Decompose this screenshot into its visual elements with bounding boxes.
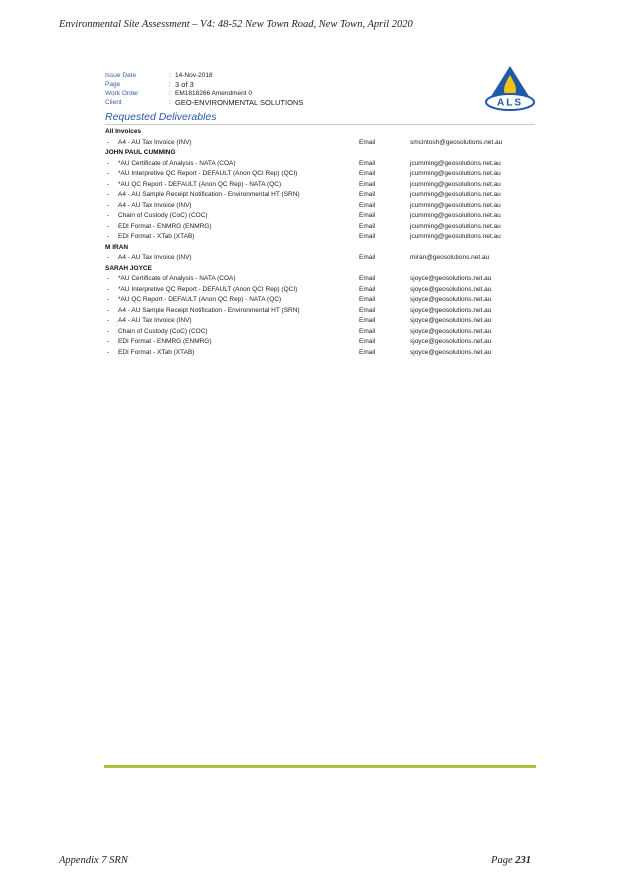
deliverable-name: *AU Certificate of Analysis - NATA (COA) — [118, 159, 236, 167]
recipient-email: jcumming@geosolutions.net.au — [410, 159, 501, 167]
section-title: Requested Deliverables — [105, 111, 217, 123]
recipient-email: jcumming@geosolutions.net.au — [410, 222, 501, 230]
delivery-method: Email — [359, 191, 376, 198]
recipient-email: sjoyce@geosolutions.net.au — [410, 306, 492, 314]
deliverable-row — [105, 274, 535, 285]
bottom-rule — [104, 765, 536, 768]
delivery-method: Email — [359, 254, 376, 261]
field-separator: : — [169, 99, 171, 106]
delivery-method: Email — [359, 212, 376, 219]
recipient-email: miran@geosolutions.net.au — [410, 254, 490, 261]
field-label: Client — [105, 99, 122, 106]
work-order-row — [105, 89, 303, 98]
deliverable-name: A4 - AU Tax Invoice (INV) — [118, 138, 192, 146]
deliverable-name: *AU Interpretive QC Report - DEFAULT (Anon QCI Rep) (QCI) — [118, 170, 298, 177]
deliverable-row — [105, 190, 535, 201]
deliverable-name: A4 - AU Sample Receipt Notification - Environmental HT (SRN) — [118, 306, 300, 314]
delivery-method: Email — [359, 296, 376, 303]
deliverable-description: - A4 - AU Tax Invoice (INV) — [107, 201, 192, 209]
deliverable-row — [105, 253, 535, 264]
field-separator: : — [169, 72, 171, 79]
deliverable-description: - EDI Format - XTab (XTAB) — [107, 233, 195, 240]
deliverable-name: Chain of Custody (CoC) (COC) — [118, 212, 208, 219]
delivery-method: Email — [359, 317, 376, 324]
deliverable-name: EDI Format - XTab (XTAB) — [118, 233, 195, 240]
recipient-email: jcumming@geosolutions.net.au — [410, 180, 501, 188]
recipient-email: sjoyce@geosolutions.net.au — [410, 348, 492, 356]
deliverable-description: - Chain of Custody (CoC) (COC) — [107, 212, 208, 219]
field-value: EM1818266 Amendment 0 — [175, 90, 252, 97]
recipient-email: sjoyce@geosolutions.net.au — [410, 275, 492, 282]
deliverable-name: EDI Format - ENMRG (ENMRG) — [118, 222, 212, 230]
recipient-email: smcintosh@geosolutions.net.au — [410, 138, 503, 146]
recipient-email: sjoyce@geosolutions.net.au — [410, 317, 492, 324]
delivery-method: Email — [359, 138, 376, 146]
deliverable-description: - A4 - AU Tax Invoice (INV) — [107, 138, 192, 146]
delivery-method: Email — [359, 222, 376, 230]
delivery-method: Email — [359, 327, 376, 335]
group-heading: SARAH JOYCE — [105, 264, 152, 272]
deliverable-name: *AU QC Report - DEFAULT (Anon QC Rep) - NATA (QC) — [118, 296, 282, 303]
footer-page-label: Page — [491, 855, 513, 866]
deliverable-row — [105, 285, 535, 296]
deliverable-row — [105, 211, 535, 222]
recipient-email: sjoyce@geosolutions.net.au — [410, 296, 492, 303]
deliverable-description: - *AU QC Report - DEFAULT (Anon QC Rep) - NATA (QC) — [107, 180, 282, 188]
deliverable-name: *AU QC Report - DEFAULT (Anon QC Rep) - NATA (QC) — [118, 180, 282, 188]
deliverable-row — [105, 348, 535, 359]
deliverable-row — [105, 138, 535, 149]
deliverable-name: A4 - AU Sample Receipt Notification - Environmental HT (SRN) — [118, 191, 300, 198]
report-header-fields — [105, 71, 303, 107]
deliverable-row — [105, 337, 535, 348]
deliverable-row — [105, 316, 535, 327]
group-heading: M IRAN — [105, 243, 129, 251]
delivery-method: Email — [359, 159, 376, 167]
delivery-method: Email — [359, 348, 376, 356]
deliverable-description: - *AU Certificate of Analysis - NATA (COA) — [107, 159, 236, 167]
deliverable-description: - EDI Format - ENMRG (ENMRG) — [107, 222, 212, 230]
deliverable-name: *AU Interpretive QC Report - DEFAULT (Anon QCI Rep) (QCI) — [118, 285, 298, 293]
delivery-method: Email — [359, 275, 376, 282]
page-number: 231 — [515, 855, 531, 866]
delivery-method: Email — [359, 233, 376, 240]
delivery-method: Email — [359, 180, 376, 188]
delivery-method: Email — [359, 306, 376, 314]
deliverable-row — [105, 306, 535, 317]
field-value: 14-Nov-2018 — [175, 72, 213, 79]
deliverable-row — [105, 232, 535, 243]
client-row — [105, 98, 303, 107]
logo-text: ALS — [497, 97, 523, 109]
delivery-method: Email — [359, 338, 376, 345]
field-separator: : — [169, 90, 171, 97]
field-value: GEO-ENVIRONMENTAL SOLUTIONS — [175, 98, 304, 107]
recipient-email: jcumming@geosolutions.net.au — [410, 233, 501, 240]
deliverable-row — [105, 159, 535, 170]
section-divider — [105, 124, 535, 125]
recipient-email: jcumming@geosolutions.net.au — [410, 191, 501, 198]
recipient-email: sjoyce@geosolutions.net.au — [410, 285, 492, 293]
deliverable-row — [105, 180, 535, 191]
deliverable-row — [105, 201, 535, 212]
page-row — [105, 80, 303, 89]
group-heading: JOHN PAUL CUMMING — [105, 149, 176, 156]
field-label: Page — [105, 81, 121, 88]
group-heading: All Invoices — [105, 128, 142, 135]
delivery-method: Email — [359, 170, 376, 177]
deliverable-description: - EDI Format - XTab (XTAB) — [107, 348, 195, 356]
delivery-method: Email — [359, 285, 376, 293]
deliverable-description: - *AU QC Report - DEFAULT (Anon QC Rep) - NATA (QC) — [107, 296, 282, 303]
deliverable-name: EDI Format - XTab (XTAB) — [118, 348, 195, 356]
field-separator: : — [169, 81, 171, 88]
deliverable-row — [105, 327, 535, 338]
deliverable-row — [105, 169, 535, 180]
deliverable-description: - A4 - AU Sample Receipt Notification - Environmental HT (SRN) — [107, 191, 300, 198]
delivery-method: Email — [359, 201, 376, 209]
deliverable-name: EDI Format - ENMRG (ENMRG) — [118, 338, 212, 345]
als-logo — [484, 64, 536, 112]
recipient-email: jcumming@geosolutions.net.au — [410, 212, 501, 219]
field-value: 3 of 3 — [175, 80, 194, 89]
deliverable-description: - *AU Interpretive QC Report - DEFAULT (Anon QCI Rep) (QCI) — [107, 170, 298, 177]
deliverable-description: - EDI Format - ENMRG (ENMRG) — [107, 338, 212, 345]
recipient-email: sjoyce@geosolutions.net.au — [410, 338, 492, 345]
recipient-email: sjoyce@geosolutions.net.au — [410, 327, 492, 335]
field-label: Issue Date — [105, 72, 137, 79]
recipient-email: jcumming@geosolutions.net.au — [410, 170, 501, 177]
deliverables-list — [105, 127, 535, 358]
running-head: Environmental Site Assessment – V4: 48-52 New Town Road, New Town, April 2020 — [59, 19, 413, 30]
deliverable-description: - A4 - AU Tax Invoice (INV) — [107, 317, 192, 324]
deliverable-description: - *AU Interpretive QC Report - DEFAULT (Anon QCI Rep) (QCI) — [107, 285, 298, 293]
field-label: Work Order — [105, 90, 139, 97]
deliverable-name: *AU Certificate of Analysis - NATA (COA) — [118, 275, 236, 282]
recipient-email: jcumming@geosolutions.net.au — [410, 201, 501, 209]
deliverable-name: Chain of Custody (CoC) (COC) — [118, 327, 208, 335]
deliverable-description: - A4 - AU Tax Invoice (INV) — [107, 254, 192, 261]
deliverable-name: A4 - AU Tax Invoice (INV) — [118, 317, 192, 324]
deliverable-description: - A4 - AU Sample Receipt Notification - Environmental HT (SRN) — [107, 306, 300, 314]
deliverable-description: - *AU Certificate of Analysis - NATA (COA) — [107, 275, 236, 282]
deliverable-description: - Chain of Custody (CoC) (COC) — [107, 327, 208, 335]
footer-appendix-label: Appendix 7 SRN — [59, 855, 128, 866]
deliverable-row — [105, 222, 535, 233]
deliverable-row — [105, 295, 535, 306]
deliverable-name: A4 - AU Tax Invoice (INV) — [118, 254, 192, 261]
footer-page-number — [491, 855, 531, 866]
deliverable-name: A4 - AU Tax Invoice (INV) — [118, 201, 192, 209]
issue-date-row — [105, 71, 303, 80]
